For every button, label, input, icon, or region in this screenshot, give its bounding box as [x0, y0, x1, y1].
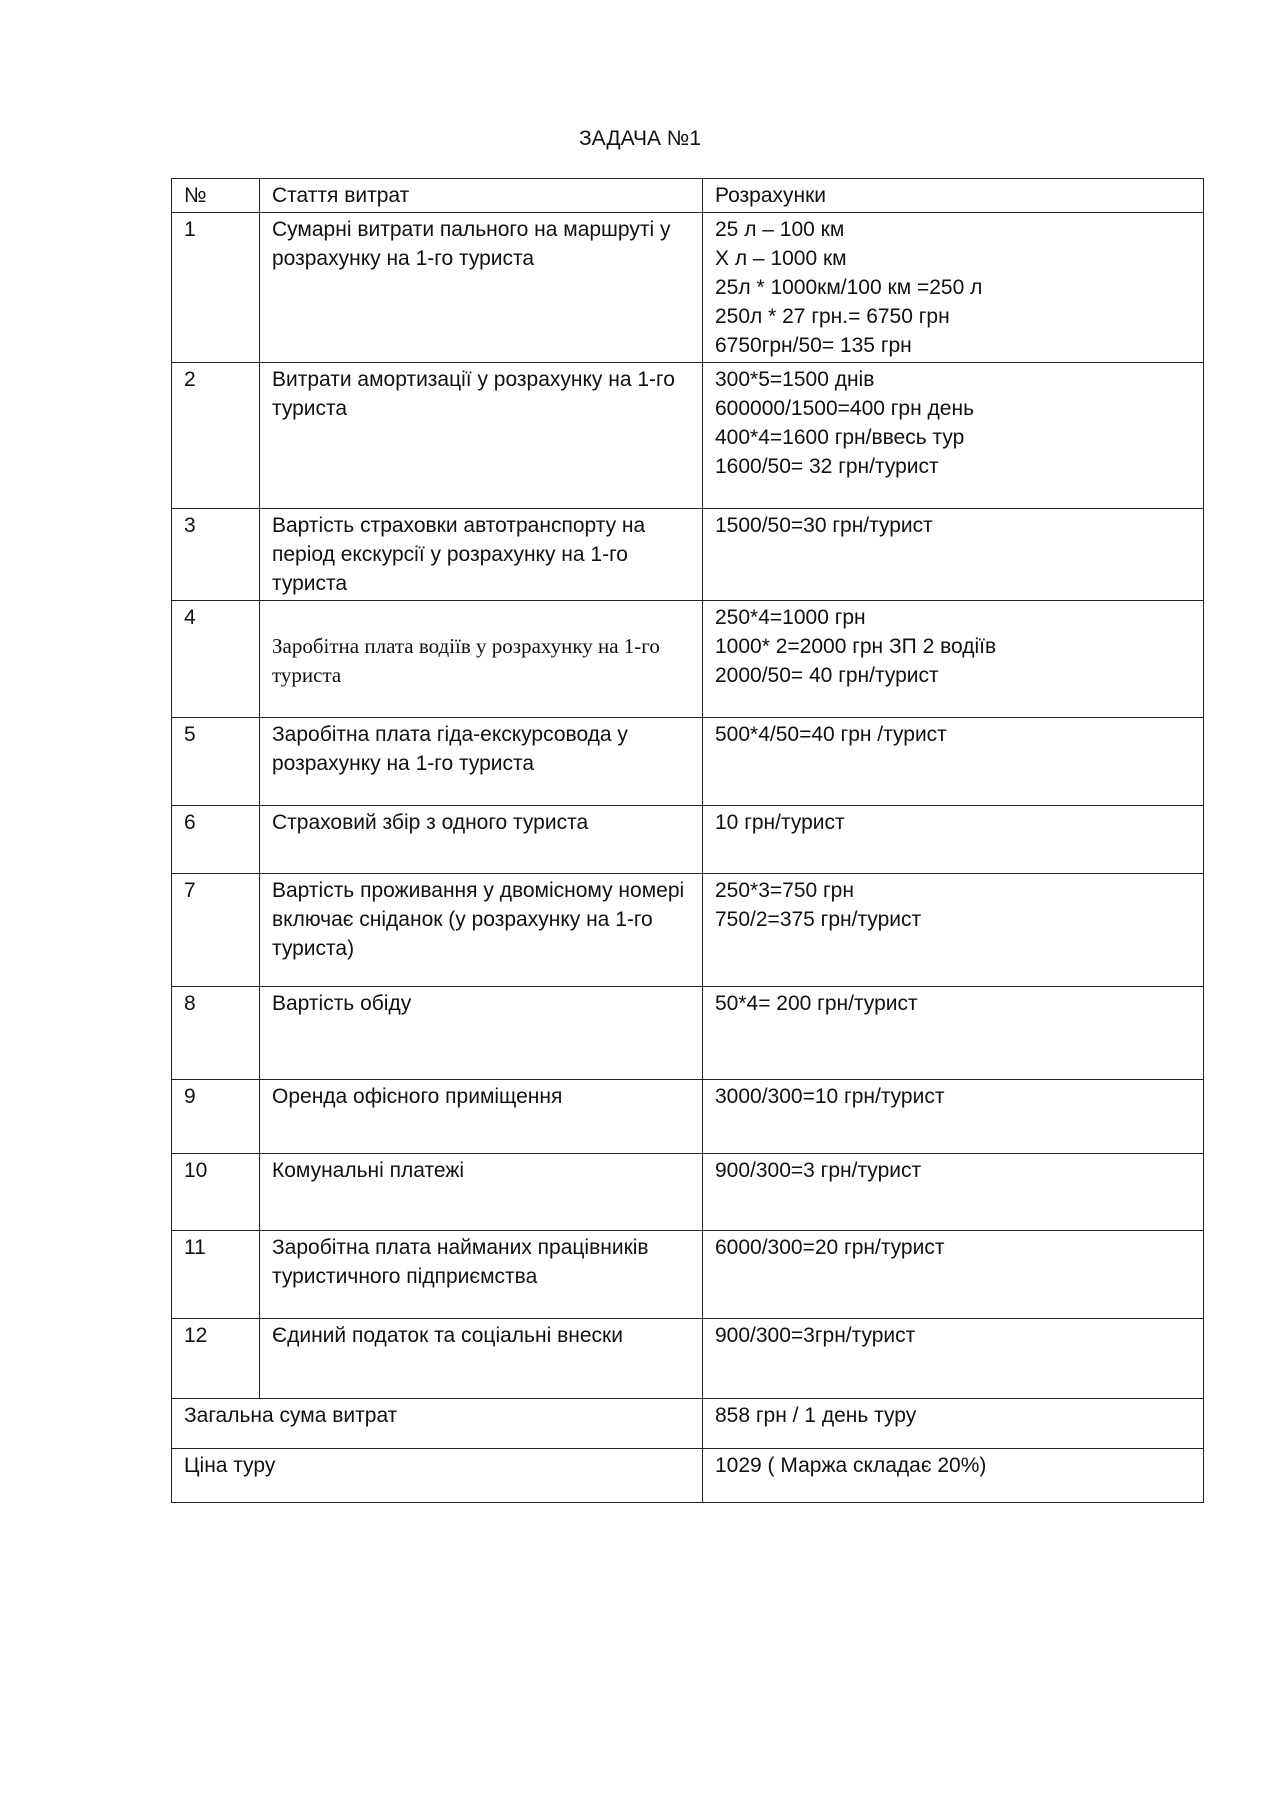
table-row — [172, 1080, 1204, 1154]
row-number: 5 — [172, 718, 260, 806]
row-item: Вартість проживання у двомісному номері включає сніданок (у розрахунку на 1-го туриста) — [260, 874, 703, 987]
summary-label: Загальна сума витрат — [172, 1399, 703, 1449]
table-row — [172, 509, 1204, 601]
row-item: Заробітна плата найманих працівників туристичного підприємства — [260, 1231, 703, 1319]
row-number: 6 — [172, 806, 260, 874]
row-number: 4 — [172, 601, 260, 718]
calc-line: 25 л – 100 км — [715, 218, 845, 241]
calc-line: 300*5=1500 днів — [715, 368, 875, 391]
row-calc — [703, 718, 1204, 806]
row-number: 3 — [172, 509, 260, 601]
row-item: Вартість страховки автотранспорту на період екскурсії у розрахунку на 1-го туриста — [260, 509, 703, 601]
calc-line: 250*3=750 грн — [715, 879, 854, 902]
row-calc — [703, 509, 1204, 601]
calc-line: 1000* 2=2000 грн ЗП 2 водіїв — [715, 635, 997, 658]
calc-line: Х л – 1000 км — [715, 247, 847, 270]
row-calc — [703, 987, 1204, 1080]
calc-line: 3000/300=10 грн/турист — [715, 1085, 945, 1108]
table-row — [172, 806, 1204, 874]
row-calc — [703, 601, 1204, 718]
row-number: 7 — [172, 874, 260, 987]
row-calc — [703, 874, 1204, 987]
table-row — [172, 1154, 1204, 1231]
row-calc — [703, 1080, 1204, 1154]
row-item: Комунальні платежі — [260, 1154, 703, 1231]
row-number: 2 — [172, 363, 260, 509]
page-title: ЗАДАЧА №1 — [578, 127, 702, 150]
row-calc — [703, 806, 1204, 874]
table-row — [172, 874, 1204, 987]
calc-line: 500*4/50=40 грн /турист — [715, 723, 947, 746]
row-number: 9 — [172, 1080, 260, 1154]
header-item: Стаття витрат — [260, 179, 703, 213]
table-row — [172, 601, 1204, 718]
row-item-text: Заробітна плата водіїв у розрахунку на 1-го туриста — [272, 634, 660, 687]
calc-line: 600000/1500=400 грн день — [715, 397, 975, 420]
calc-line: 25л * 1000км/100 км =250 л — [715, 276, 983, 299]
row-item: Оренда офісного приміщення — [260, 1080, 703, 1154]
row-number: 10 — [172, 1154, 260, 1231]
calc-line: 6750грн/50= 135 грн — [715, 334, 912, 357]
row-number: 12 — [172, 1319, 260, 1399]
row-item: Страховий збір з одного туриста — [260, 806, 703, 874]
row-calc — [703, 1231, 1204, 1319]
row-calc — [703, 363, 1204, 509]
summary-label: Ціна туру — [172, 1449, 703, 1503]
calc-line: 2000/50= 40 грн/турист — [715, 664, 939, 687]
header-num: № — [172, 179, 260, 213]
table-row — [172, 1319, 1204, 1399]
header-calc: Розрахунки — [703, 179, 1204, 213]
table-row — [172, 363, 1204, 509]
summary-row-price — [172, 1449, 1204, 1503]
row-calc — [703, 1154, 1204, 1231]
calc-line: 1500/50=30 грн/турист — [715, 514, 933, 537]
calc-line: 250л * 27 грн.= 6750 грн — [715, 305, 950, 328]
calc-line: 50*4= 200 грн/турист — [715, 992, 918, 1015]
calc-line: 10 грн/турист — [715, 811, 845, 834]
table-row — [172, 213, 1204, 363]
row-item: Витрати амортизації у розрахунку на 1-го туриста — [260, 363, 703, 509]
row-item: Єдиний податок та соціальні внески — [260, 1319, 703, 1399]
table-row — [172, 1231, 1204, 1319]
table-row — [172, 987, 1204, 1080]
row-item: Сумарні витрати пального на маршруті у розрахунку на 1-го туриста — [260, 213, 703, 363]
row-calc — [703, 213, 1204, 363]
table-row — [172, 718, 1204, 806]
cost-table — [171, 178, 1204, 1503]
calc-line: 750/2=375 грн/турист — [715, 908, 922, 931]
calc-line: 6000/300=20 грн/турист — [715, 1236, 945, 1259]
row-number: 8 — [172, 987, 260, 1080]
calc-line: 1600/50= 32 грн/турист — [715, 455, 939, 478]
calc-line: 250*4=1000 грн — [715, 606, 866, 629]
row-item: Заробітна плата гіда-екскурсовода у розрахунку на 1-го туриста — [260, 718, 703, 806]
table-header-row — [172, 179, 1204, 213]
row-item — [260, 601, 703, 718]
calc-line: 900/300=3грн/турист — [715, 1324, 916, 1347]
row-item: Вартість обіду — [260, 987, 703, 1080]
row-number: 11 — [172, 1231, 260, 1319]
calc-line: 400*4=1600 грн/ввесь тур — [715, 426, 965, 449]
row-number: 1 — [172, 213, 260, 363]
summary-row-total — [172, 1399, 1204, 1449]
calc-line: 900/300=3 грн/турист — [715, 1159, 922, 1182]
summary-value: 1029 ( Маржа складає 20%) — [703, 1449, 1204, 1503]
row-calc — [703, 1319, 1204, 1399]
summary-value: 858 грн / 1 день туру — [703, 1399, 1204, 1449]
